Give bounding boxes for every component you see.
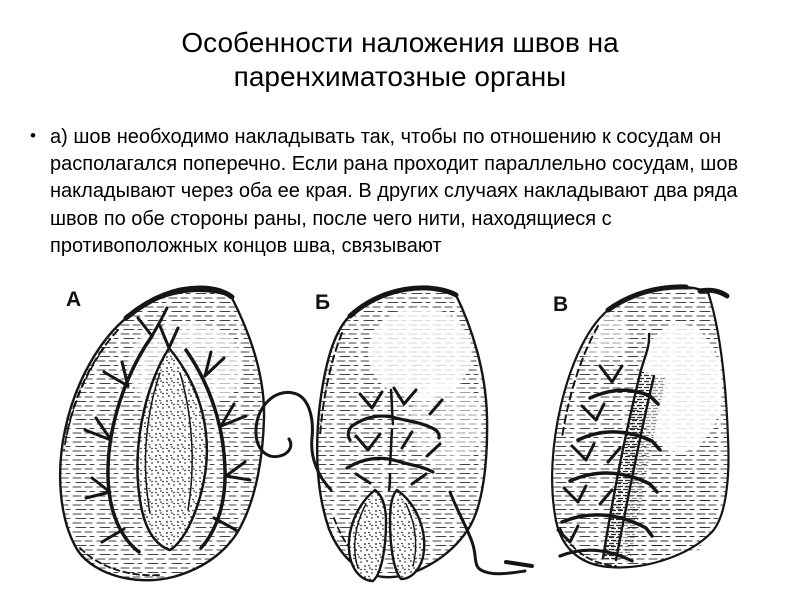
organ-b-drawing [256, 288, 525, 581]
organ-v-drawing [506, 287, 728, 568]
figure-band [0, 278, 800, 600]
page-title [0, 26, 800, 93]
bullet-icon: • [30, 126, 36, 145]
organ-a-drawing [60, 288, 264, 580]
page-title-text: Особенности наложения швов на паренхиматозные органы [181, 27, 619, 92]
suture-stages-illustration [0, 278, 800, 600]
figure-b-label: Б [315, 291, 331, 314]
bullet-list [28, 124, 744, 260]
bullet-text: а) шов необходимо накладывать так, чтобы по отношению к сосудам он располагался поперечно. Если рана проходит параллельно сосудам, шов накладывают через оба ее края. В других случаях накладывают два ряда швов по обе стороны раны, после чего нити, находящиеся с противоположных концов шва, связывают [50, 126, 739, 257]
figure-a-label: А [66, 288, 82, 311]
bullet-item [28, 124, 744, 260]
figure-v-label: В [553, 293, 569, 316]
